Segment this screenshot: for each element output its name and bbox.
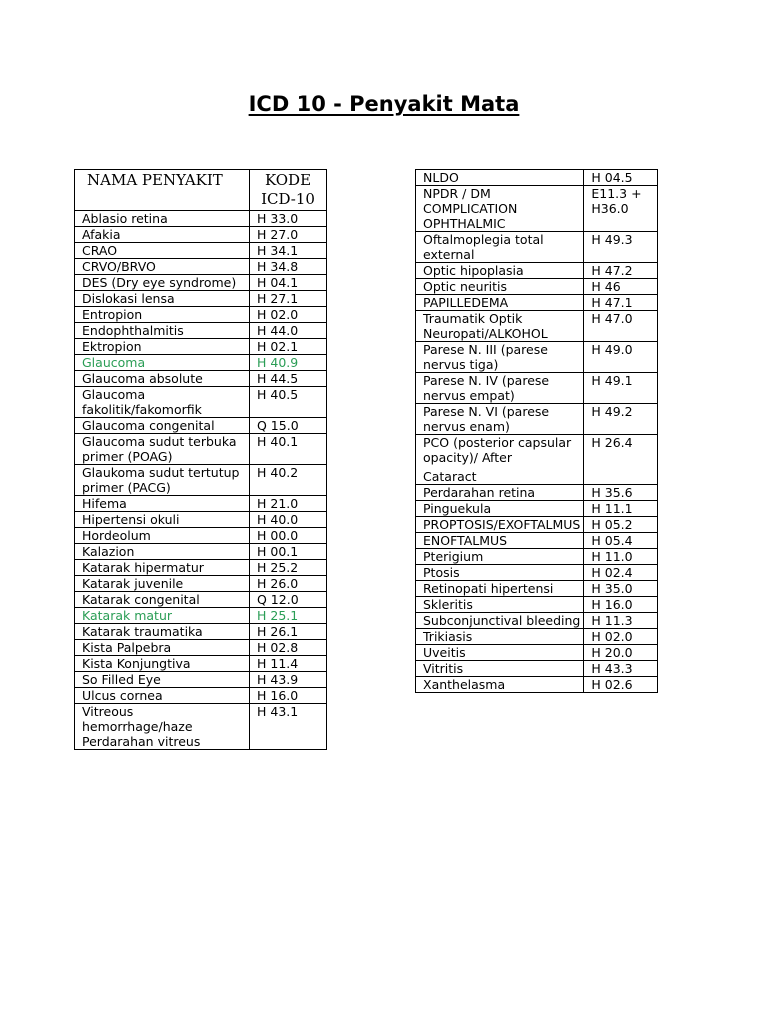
icd-code-cell: H 16.0 xyxy=(250,688,327,704)
table-row xyxy=(75,387,327,418)
icd-code-cell: H 26.1 xyxy=(250,624,327,640)
table-row xyxy=(416,373,658,404)
icd-code-cell: H 26.0 xyxy=(250,576,327,592)
icd-code-cell: H 47.1 xyxy=(584,295,658,311)
table-row xyxy=(75,434,327,465)
table-row xyxy=(75,339,327,355)
icd-code-cell: Q 12.0 xyxy=(250,592,327,608)
table-row xyxy=(416,232,658,263)
icd-code-cell: H 47.2 xyxy=(584,263,658,279)
disease-name-cell: NLDO xyxy=(416,170,584,186)
table-header-row xyxy=(75,170,327,211)
disease-name-cell: Hordeolum xyxy=(75,528,250,544)
icd-code-cell: H 47.0 xyxy=(584,311,658,342)
table-row xyxy=(416,263,658,279)
table-row xyxy=(416,311,658,342)
icd-code-cell: H 27.1 xyxy=(250,291,327,307)
disease-name-cell: Katarak congenital xyxy=(75,592,250,608)
table-row xyxy=(75,243,327,259)
table-row xyxy=(75,371,327,387)
disease-name-cell: Subconjunctival bleeding xyxy=(416,613,584,629)
icd-code-cell: H 44.5 xyxy=(250,371,327,387)
disease-name-cell: CRVO/BRVO xyxy=(75,259,250,275)
table-row xyxy=(416,342,658,373)
table-row xyxy=(416,295,658,311)
table-row xyxy=(416,677,658,693)
disease-name-cell: Kalazion xyxy=(75,544,250,560)
table-row xyxy=(75,560,327,576)
icd-code-cell: H 40.0 xyxy=(250,512,327,528)
disease-name-cell: PROPTOSIS/EXOFTALMUS xyxy=(416,517,584,533)
icd-code-cell: H 35.6 xyxy=(584,485,658,501)
icd-code-cell: H 02.1 xyxy=(250,339,327,355)
icd-code-cell: H 02.0 xyxy=(584,629,658,645)
icd-code-cell: H 00.1 xyxy=(250,544,327,560)
disease-name-cell: Oftalmoplegia total external xyxy=(416,232,584,263)
disease-name-cell: Hipertensi okuli xyxy=(75,512,250,528)
disease-name-cell: Vitritis xyxy=(416,661,584,677)
icd-code-cell: H 49.1 xyxy=(584,373,658,404)
disease-name-cell: CRAO xyxy=(75,243,250,259)
icd-code-cell: H 40.2 xyxy=(250,465,327,496)
table-row xyxy=(75,418,327,434)
icd-code-cell: H 11.3 xyxy=(584,613,658,629)
icd-code-cell: H 05.4 xyxy=(584,533,658,549)
table-row xyxy=(75,307,327,323)
table-row xyxy=(416,581,658,597)
icd-code-cell: H 26.4 xyxy=(584,435,658,485)
icd-code-cell: Q 15.0 xyxy=(250,418,327,434)
table-row xyxy=(75,496,327,512)
disease-name-text-continued: Cataract xyxy=(423,469,477,484)
table-row xyxy=(416,501,658,517)
disease-name-cell: Glaukoma sudut tertutup primer (PACG) xyxy=(75,465,250,496)
table-row xyxy=(75,672,327,688)
table-row xyxy=(75,275,327,291)
icd-code-cell: H 33.0 xyxy=(250,211,327,227)
table-row xyxy=(75,528,327,544)
disease-name-cell: Katarak hipermatur xyxy=(75,560,250,576)
table-row xyxy=(416,565,658,581)
table-row xyxy=(416,597,658,613)
disease-name-cell: NPDR / DM COMPLICATION OPHTHALMIC xyxy=(416,186,584,232)
icd-table-right xyxy=(415,169,658,693)
header-nama-penyakit: NAMA PENYAKIT xyxy=(75,170,250,211)
disease-name-cell: Endophthalmitis xyxy=(75,323,250,339)
disease-name-cell: Ptosis xyxy=(416,565,584,581)
table-row xyxy=(75,259,327,275)
disease-name-cell: PAPILLEDEMA xyxy=(416,295,584,311)
icd-code-cell: H 49.3 xyxy=(584,232,658,263)
disease-name-cell: Parese N. III (parese nervus tiga) xyxy=(416,342,584,373)
table-row xyxy=(416,533,658,549)
icd-code-cell: H 25.2 xyxy=(250,560,327,576)
disease-name-cell: Traumatik Optik Neuropati/ALKOHOL xyxy=(416,311,584,342)
icd-code-cell: H 35.0 xyxy=(584,581,658,597)
table-row xyxy=(416,549,658,565)
icd-code-cell: H 46 xyxy=(584,279,658,295)
disease-name-cell: So Filled Eye xyxy=(75,672,250,688)
table-row xyxy=(75,544,327,560)
disease-name-cell: Xanthelasma xyxy=(416,677,584,693)
icd-code-cell: H 43.3 xyxy=(584,661,658,677)
table-row xyxy=(75,592,327,608)
disease-name-cell: Vitreous hemorrhage/haze Perdarahan vitreus xyxy=(75,704,250,750)
table-row xyxy=(416,661,658,677)
disease-name-cell: Kista Konjungtiva xyxy=(75,656,250,672)
disease-name-cell: Katarak matur xyxy=(75,608,250,624)
table-row xyxy=(75,704,327,750)
table-row xyxy=(75,291,327,307)
icd-code-cell: H 27.0 xyxy=(250,227,327,243)
icd-code-cell: H 11.0 xyxy=(584,549,658,565)
disease-name-cell: Retinopati hipertensi xyxy=(416,581,584,597)
icd-code-cell: H 43.1 xyxy=(250,704,327,750)
icd-code-cell: H 02.0 xyxy=(250,307,327,323)
disease-name-cell: DES (Dry eye syndrome) xyxy=(75,275,250,291)
disease-name-cell xyxy=(416,435,584,485)
icd-code-cell: H 11.4 xyxy=(250,656,327,672)
icd-code-cell: H 02.6 xyxy=(584,677,658,693)
disease-name-cell: Ablasio retina xyxy=(75,211,250,227)
icd-code-cell: H 44.0 xyxy=(250,323,327,339)
disease-name-cell: Glaucoma absolute xyxy=(75,371,250,387)
table-row xyxy=(75,227,327,243)
table-row xyxy=(75,355,327,371)
table-row xyxy=(416,645,658,661)
table-row xyxy=(416,613,658,629)
icd-code-cell: H 40.1 xyxy=(250,434,327,465)
disease-name-cell: Ulcus cornea xyxy=(75,688,250,704)
table-row xyxy=(75,656,327,672)
icd-code-cell: H 20.0 xyxy=(584,645,658,661)
table-row xyxy=(75,608,327,624)
disease-name-cell: Glaucoma xyxy=(75,355,250,371)
icd-code-cell: H 34.1 xyxy=(250,243,327,259)
table-row xyxy=(416,279,658,295)
icd-code-cell: H 00.0 xyxy=(250,528,327,544)
disease-name-cell: Glaucoma sudut terbuka primer (POAG) xyxy=(75,434,250,465)
disease-name-cell: Entropion xyxy=(75,307,250,323)
icd-code-cell: H 05.2 xyxy=(584,517,658,533)
icd-code-cell: E11.3 + H36.0 xyxy=(584,186,658,232)
table-row xyxy=(416,404,658,435)
icd-code-cell: H 16.0 xyxy=(584,597,658,613)
disease-name-text: PCO (posterior capsular opacity)/ After xyxy=(423,435,572,465)
header-kode-icd: KODE ICD-10 xyxy=(250,170,327,211)
table-row xyxy=(75,576,327,592)
disease-name-cell: Perdarahan retina xyxy=(416,485,584,501)
icd-code-cell: H 43.9 xyxy=(250,672,327,688)
disease-name-cell: Ektropion xyxy=(75,339,250,355)
disease-name-cell: Dislokasi lensa xyxy=(75,291,250,307)
table-row xyxy=(75,624,327,640)
disease-name-cell: Kista Palpebra xyxy=(75,640,250,656)
icd-code-cell: H 02.4 xyxy=(584,565,658,581)
icd-code-cell: H 40.5 xyxy=(250,387,327,418)
disease-name-cell: Trikiasis xyxy=(416,629,584,645)
disease-name-cell: Glaucoma congenital xyxy=(75,418,250,434)
disease-name-cell: Optic hipoplasia xyxy=(416,263,584,279)
table-row xyxy=(75,688,327,704)
icd-code-cell: H 49.2 xyxy=(584,404,658,435)
disease-name-cell: Hifema xyxy=(75,496,250,512)
disease-name-cell: Katarak traumatika xyxy=(75,624,250,640)
icd-table-left xyxy=(74,169,327,750)
disease-name-cell: Afakia xyxy=(75,227,250,243)
table-row xyxy=(75,465,327,496)
table-row xyxy=(416,186,658,232)
icd-code-cell: H 11.1 xyxy=(584,501,658,517)
table-row xyxy=(416,485,658,501)
disease-name-cell: Optic neuritis xyxy=(416,279,584,295)
disease-name-cell: Pinguekula xyxy=(416,501,584,517)
icd-code-cell: H 40.9 xyxy=(250,355,327,371)
disease-name-cell: Parese N. IV (parese nervus empat) xyxy=(416,373,584,404)
icd-code-cell: H 25.1 xyxy=(250,608,327,624)
disease-name-cell: Glaucoma fakolitik/fakomorfik xyxy=(75,387,250,418)
disease-name-cell: Uveitis xyxy=(416,645,584,661)
table-row xyxy=(416,170,658,186)
disease-name-cell: Skleritis xyxy=(416,597,584,613)
disease-name-cell: Katarak juvenile xyxy=(75,576,250,592)
disease-name-cell: ENOFTALMUS xyxy=(416,533,584,549)
disease-name-cell: Pterigium xyxy=(416,549,584,565)
page-title: ICD 10 - Penyakit Mata xyxy=(248,92,520,116)
icd-code-cell: H 04.1 xyxy=(250,275,327,291)
icd-code-cell: H 04.5 xyxy=(584,170,658,186)
table-row xyxy=(75,211,327,227)
disease-name-cell: Parese N. VI (parese nervus enam) xyxy=(416,404,584,435)
icd-code-cell: H 02.8 xyxy=(250,640,327,656)
icd-code-cell: H 34.8 xyxy=(250,259,327,275)
table-row xyxy=(75,640,327,656)
table-row xyxy=(416,435,658,485)
table-row xyxy=(416,629,658,645)
table-row xyxy=(416,517,658,533)
table-row xyxy=(75,512,327,528)
icd-code-cell: H 49.0 xyxy=(584,342,658,373)
table-row xyxy=(75,323,327,339)
icd-code-cell: H 21.0 xyxy=(250,496,327,512)
